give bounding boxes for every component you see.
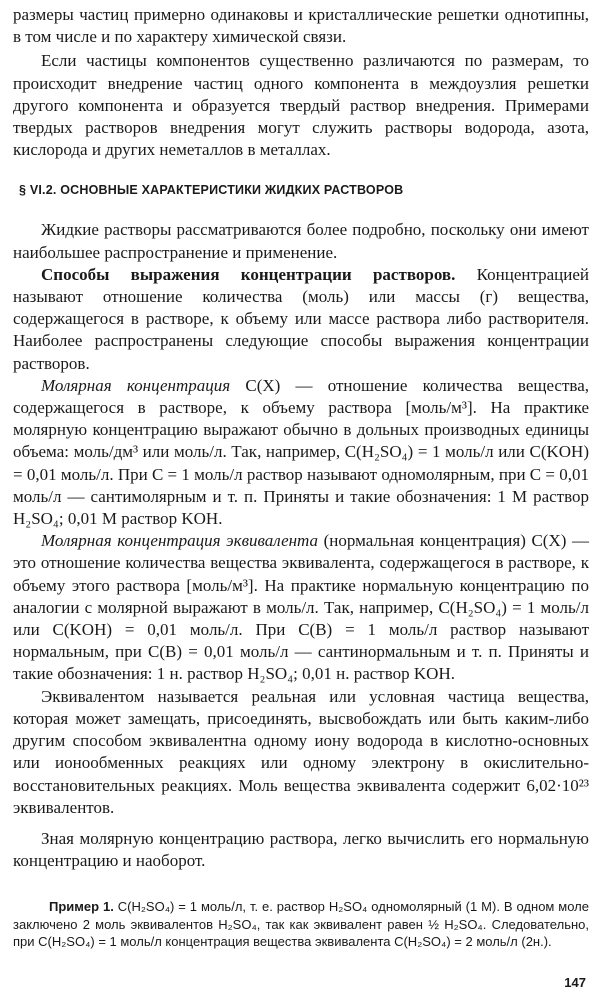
paragraph-1: размеры частиц примерно одинаковы и кристаллические решетки однотипны, в том числе и по характеру химической связи. bbox=[13, 5, 589, 47]
paragraph-6 bbox=[13, 530, 589, 685]
example-block bbox=[13, 898, 589, 951]
paragraph-4 bbox=[13, 264, 589, 375]
page-number: 147 bbox=[564, 975, 586, 990]
paragraph-3: Жидкие растворы рассматриваются более подробно, поскольку они имеют наибольшее распространение и применение. bbox=[13, 220, 589, 262]
section-heading: § VI.2. ОСНОВНЫЕ ХАРАКТЕРИСТИКИ ЖИДКИХ РАСТВОРОВ bbox=[19, 183, 404, 198]
paragraph-5-text: C(X) — отношение количества вещества, содержащегося в растворе, к объему раствора [моль/м³]. На практике молярную концентрацию выражают обычно в дольных производных единицы объема: моль/дм³ или моль/л. Так, например, C(H₂SO₄) = 1 моль/л или C(KOH) = 0,01 моль/л. При C = 1 моль/л раствор называют одномолярным, при C = 0,01 моль/л — сантимолярным и т. п. Приняты и такие обозначения: 1 М раствор H₂SO₄; 0,01 М раствор KOH. bbox=[13, 375, 589, 529]
example-text: C(H₂SO₄) = 1 моль/л, т. е. раствор H₂SO₄ одномолярный (1 М). В одном моле заключено 2 моль эквивалентов H₂SO₄, так как эквивалент равен ½ H₂SO₄. Следовательно, при C(H₂SO₄) = 1 моль/л концентрация вещества эквивалента C(H₂SO₄) = 2 моль/л (2н.). bbox=[13, 899, 589, 950]
paragraph-8: Зная молярную концентрацию раствора, легко вычислить его нормальную концентрацию и наоборот. bbox=[13, 828, 589, 871]
bold-term: Способы выражения концентрации растворов. bbox=[41, 264, 456, 284]
example-paragraph bbox=[13, 898, 589, 951]
paragraph-5 bbox=[13, 375, 589, 530]
paragraph-6-text: (нормальная концентрация) C(X) — это отношение количества вещества эквивалента, содержащегося в растворе, к объему этого раствора [моль/м³]. На практике нормальную концентрацию по аналогии с молярной выражают в моль/л. Так, например, C(H₂SO₄) = 1 моль/л или C(KOH) = 0,01 моль/л. При C(B) = 1 моль/л раствор называют нормальным, при C(B) = 0,01 моль/л — сантинормальным и т. п. Приняты и такие обозначения: 1 н. раствор H₂SO₄; 0,01 н. раствор KOH. bbox=[13, 531, 589, 684]
paragraph-4-text: Концентрацией называют отношение количества (моль) или массы (г) вещества, содержащегося в растворе, к объему или массе раствора либо растворителя. Наиболее распространены следующие способы выражения концентрации растворов. bbox=[13, 264, 589, 373]
page-body bbox=[13, 4, 589, 951]
example-label: Пример 1. bbox=[49, 899, 114, 915]
italic-term-molar: Молярная концентрация bbox=[41, 375, 231, 395]
paragraph-7: Эквивалентом называется реальная или условная частица вещества, которая может замещать, присоединять, высвобождать или быть каким-либо другим способом эквивалентна одному иону водорода в кислотно-основных или ионообменных реакциях или одному электрону в окислительно-восстановительных реакциях. Моль вещества эквивалента содержит 6,02·10²³ эквивалентов. bbox=[13, 686, 589, 817]
italic-term-equivalent: Молярная концентрация эквивалента bbox=[41, 531, 319, 551]
paragraph-2: Если частицы компонентов существенно различаются по размерам, то происходит внедрение частиц одного компонента в междоузлия решетки другого компонента и образуется твердый раствор внедрения. Примерами твердых растворов внедрения могут служить растворы водорода, азота, кислорода и других неметаллов в металлах. bbox=[13, 51, 589, 160]
